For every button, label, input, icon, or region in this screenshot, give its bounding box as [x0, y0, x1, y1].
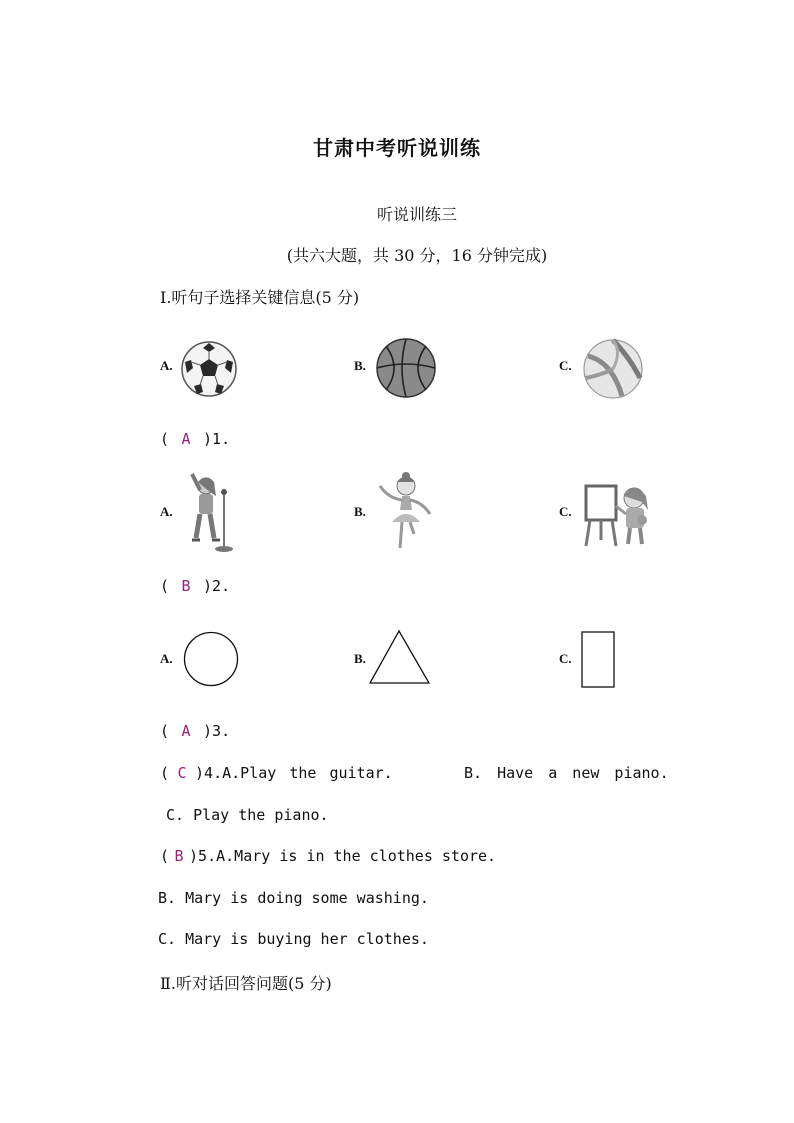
circle-shape-icon	[182, 630, 240, 688]
q3-option-a-label: A.	[160, 651, 173, 666]
q4-answer: C	[177, 764, 187, 782]
girl-painting-icon	[582, 476, 656, 550]
question-3: ( A )3.	[160, 722, 231, 740]
section-1-heading: Ⅰ.听句子选择关键信息(5 分)	[160, 288, 360, 307]
rectangle-shape-icon	[580, 630, 616, 690]
q3-option-c-label: C.	[559, 651, 572, 666]
q5-option-c: C. Mary is buying her clothes.	[158, 930, 429, 948]
q3-option-b-label: B.	[354, 651, 366, 666]
soccer-ball-icon	[180, 340, 238, 398]
q4-option-c: C. Play the piano.	[166, 806, 329, 824]
page-title: 甘肃中考听说训练	[313, 136, 481, 160]
q1-option-a-label: A.	[160, 358, 173, 373]
question-5: ( B )5.A.Mary is in the clothes store.	[160, 847, 497, 865]
triangle-shape-icon	[368, 628, 432, 686]
q2-answer: B	[181, 577, 191, 595]
exercise-subtitle: 听说训练三	[376, 205, 457, 224]
basketball-icon	[376, 338, 436, 398]
exercise-info: (共六大题，共 30 分，16 分钟完成)	[286, 246, 548, 265]
q2-option-c-label: C.	[559, 504, 572, 519]
volleyball-icon	[582, 338, 644, 400]
question-1: ( A )1.	[160, 430, 231, 448]
question-2: ( B )2.	[160, 577, 231, 595]
q1-option-b-label: B.	[354, 358, 366, 373]
q4-option-b: B. Have a new piano.	[464, 764, 669, 782]
girl-singing-icon	[182, 472, 238, 554]
q5-option-a: A.Mary is in the clothes store.	[216, 847, 497, 865]
q2-option-b-label: B.	[354, 504, 366, 519]
q5-option-b: B. Mary is doing some washing.	[158, 889, 429, 907]
q1-option-c-label: C.	[559, 358, 572, 373]
q2-option-a-label: A.	[160, 504, 173, 519]
q3-answer: A	[181, 722, 191, 740]
q4-option-a: A.Play the guitar.	[222, 764, 393, 782]
q5-answer: B	[174, 847, 184, 865]
question-4: ( C )4.A.Play the guitar.	[160, 764, 393, 782]
q1-answer: A	[181, 430, 191, 448]
girl-dancing-icon	[376, 472, 434, 556]
section-2-heading: Ⅱ.听对话回答问题(5 分)	[160, 974, 332, 993]
